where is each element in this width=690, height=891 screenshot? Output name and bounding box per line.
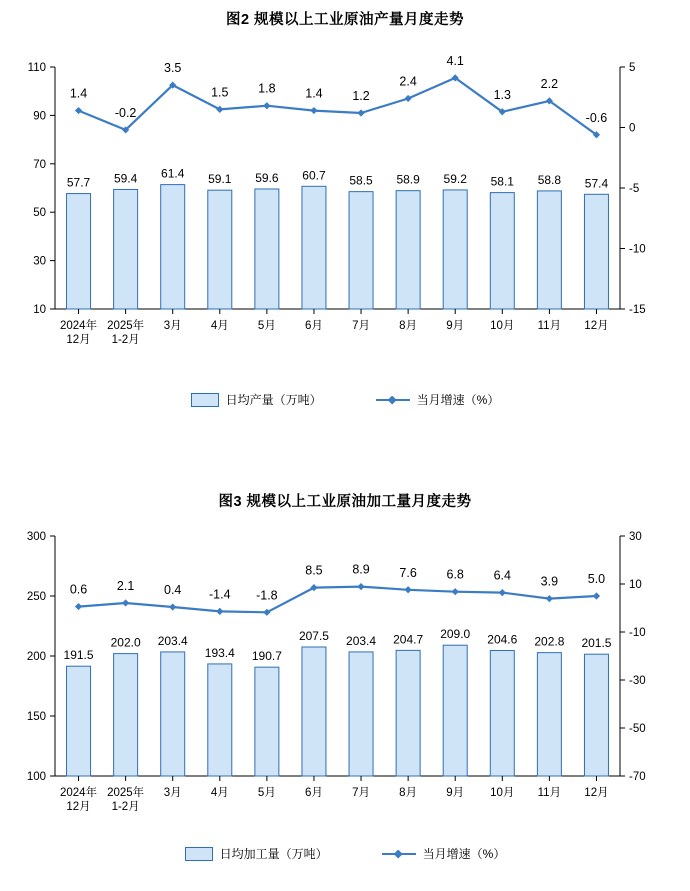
growth-marker bbox=[75, 603, 82, 610]
figure-3-plot bbox=[0, 511, 690, 841]
growth-line bbox=[79, 78, 597, 135]
bar-value-label: 209.0 bbox=[440, 627, 471, 642]
legend-line-swatch bbox=[376, 394, 410, 406]
left-axis-tick-label: 200 bbox=[26, 651, 46, 663]
right-axis-tick-label: 5 bbox=[629, 62, 636, 74]
plot-area bbox=[27, 531, 646, 813]
bar-value-label: 190.7 bbox=[251, 649, 282, 664]
figure-3 bbox=[0, 430, 690, 870]
growth-value-label: 2.4 bbox=[399, 74, 417, 89]
growth-value-label: 6.4 bbox=[493, 568, 511, 583]
legend-bar-label: 日均产量（万吨） bbox=[225, 393, 322, 407]
bar bbox=[396, 650, 420, 776]
bar-value-label: 59.6 bbox=[255, 170, 279, 185]
bar bbox=[349, 192, 373, 309]
legend-bar-label: 日均加工量（万吨） bbox=[219, 847, 328, 861]
right-axis-tick-label: 30 bbox=[629, 531, 642, 543]
bar-value-label: 207.5 bbox=[298, 629, 329, 643]
x-axis-category-label: 9月 bbox=[446, 320, 465, 332]
growth-value-label: 1.8 bbox=[258, 81, 276, 96]
growth-value-label: 0.6 bbox=[69, 582, 88, 597]
bar bbox=[349, 652, 373, 776]
legend-line-label: 当月增速（%） bbox=[416, 393, 500, 407]
figure-2 bbox=[0, 0, 690, 430]
bar-value-label: 57.4 bbox=[584, 176, 609, 191]
bar-value-label: 57.7 bbox=[66, 175, 91, 190]
growth-value-label: 1.3 bbox=[493, 87, 511, 102]
legend-item-bar bbox=[191, 391, 322, 408]
left-axis-tick-label: 110 bbox=[27, 62, 46, 74]
bar-value-label: 59.2 bbox=[443, 171, 467, 186]
bar-value-label: 59.1 bbox=[208, 172, 232, 187]
left-axis-tick-label: 30 bbox=[33, 255, 46, 268]
right-axis-tick-label: -70 bbox=[629, 771, 646, 783]
right-axis-tick-label: -50 bbox=[629, 723, 646, 735]
growth-value-label: -0.2 bbox=[114, 105, 137, 120]
bar bbox=[443, 190, 467, 309]
bar bbox=[490, 650, 514, 776]
left-axis-tick-label: 90 bbox=[33, 110, 46, 123]
x-axis-category-label: 3月 bbox=[163, 320, 182, 332]
growth-marker bbox=[546, 595, 553, 602]
bar bbox=[584, 654, 608, 776]
growth-marker bbox=[357, 109, 364, 116]
left-axis-tick-label: 70 bbox=[33, 158, 46, 171]
x-axis-category-label: 5月 bbox=[257, 320, 276, 332]
left-axis-tick-label: 250 bbox=[26, 591, 46, 603]
bar-value-label: 59.4 bbox=[113, 171, 138, 186]
x-axis-category-label: 6月 bbox=[305, 320, 323, 332]
left-axis-tick-label: 10 bbox=[33, 304, 46, 316]
figure-2-title: 图2 规模以上工业原油产量月度走势 bbox=[225, 12, 465, 28]
bar-value-label: 61.4 bbox=[161, 166, 185, 181]
left-axis-tick-label: 150 bbox=[26, 711, 46, 723]
growth-value-label: 8.9 bbox=[352, 562, 370, 577]
x-axis-category-label: 7月 bbox=[352, 787, 370, 799]
bar bbox=[114, 654, 138, 776]
x-axis-category-label: 2024年 bbox=[59, 787, 98, 799]
bar-value-label: 58.8 bbox=[537, 172, 562, 187]
growth-marker bbox=[216, 608, 223, 615]
growth-value-label: -0.6 bbox=[585, 110, 608, 125]
figure-3-legend bbox=[0, 845, 690, 862]
growth-marker bbox=[405, 586, 412, 593]
bar bbox=[490, 193, 514, 309]
growth-marker bbox=[405, 95, 412, 102]
right-axis-tick-label: -30 bbox=[629, 675, 646, 687]
figure-3-canvas bbox=[0, 511, 690, 841]
bar-value-label: 204.6 bbox=[487, 632, 518, 647]
left-axis-tick-label: 100 bbox=[26, 771, 46, 783]
growth-marker bbox=[75, 107, 82, 114]
legend-item-line bbox=[376, 391, 500, 408]
x-axis-category-label: 12月 bbox=[584, 320, 609, 332]
right-axis-tick-label: -10 bbox=[629, 243, 646, 256]
growth-value-label: 1.4 bbox=[305, 86, 323, 101]
bar-value-label: 201.5 bbox=[581, 636, 612, 651]
growth-value-label: 7.6 bbox=[399, 565, 417, 580]
growth-value-label: 1.2 bbox=[352, 88, 370, 103]
x-axis-category-label: 2025年 bbox=[107, 320, 145, 332]
x-axis-category-label: 2024年 bbox=[59, 320, 98, 332]
bar bbox=[208, 190, 232, 309]
x-axis-category-label: 7月 bbox=[352, 320, 370, 332]
x-axis-category-label: 12月 bbox=[584, 787, 609, 799]
x-axis-category-label: 1-2月 bbox=[111, 334, 140, 346]
bar-value-label: 60.7 bbox=[302, 168, 326, 183]
x-axis-category-label: 12月 bbox=[66, 334, 91, 346]
bar-value-label: 193.4 bbox=[204, 645, 235, 660]
growth-marker bbox=[122, 599, 129, 606]
right-axis-tick-label: -15 bbox=[629, 304, 646, 316]
bar bbox=[161, 652, 185, 776]
growth-value-label: -1.8 bbox=[256, 588, 278, 603]
growth-marker bbox=[310, 107, 317, 114]
x-axis-category-label: 4月 bbox=[210, 320, 229, 332]
right-axis-tick-label: 10 bbox=[629, 579, 642, 591]
bar-value-label: 203.4 bbox=[346, 633, 377, 648]
bar bbox=[584, 194, 608, 309]
growth-marker bbox=[452, 588, 459, 595]
bar bbox=[302, 186, 326, 309]
bar bbox=[255, 667, 279, 776]
growth-value-label: 5.0 bbox=[587, 572, 606, 586]
x-axis-category-label: 11月 bbox=[537, 320, 562, 332]
growth-value-label: 2.1 bbox=[116, 578, 135, 593]
x-axis-category-label: 10月 bbox=[490, 320, 515, 332]
right-axis-tick-label: -5 bbox=[629, 183, 640, 195]
left-axis-tick-label: 50 bbox=[33, 207, 46, 220]
right-axis-tick-label: -10 bbox=[629, 627, 646, 639]
bar bbox=[537, 653, 561, 776]
bar bbox=[208, 664, 232, 776]
growth-value-label: 1.5 bbox=[211, 85, 229, 100]
plot-area bbox=[28, 54, 646, 346]
x-axis-category-label: 5月 bbox=[257, 787, 276, 799]
growth-marker bbox=[169, 603, 176, 610]
growth-value-label: 1.4 bbox=[69, 86, 88, 101]
legend-bar-swatch bbox=[191, 393, 219, 407]
figure-2-canvas bbox=[0, 29, 690, 389]
growth-marker bbox=[357, 583, 364, 590]
x-axis-category-label: 10月 bbox=[490, 787, 515, 799]
bar-value-label: 202.8 bbox=[534, 634, 565, 649]
x-axis-category-label: 8月 bbox=[399, 320, 418, 332]
growth-value-label: 2.2 bbox=[540, 76, 559, 91]
bar bbox=[537, 191, 561, 309]
growth-marker bbox=[499, 589, 506, 596]
x-axis-category-label: 4月 bbox=[210, 787, 229, 799]
growth-value-label: 3.5 bbox=[164, 61, 182, 76]
growth-marker bbox=[263, 102, 270, 109]
growth-value-label: 4.1 bbox=[446, 53, 464, 68]
legend-bar-swatch bbox=[185, 847, 213, 861]
legend-item-bar bbox=[185, 845, 328, 862]
x-axis-category-label: 6月 bbox=[305, 787, 323, 799]
bar bbox=[67, 666, 91, 776]
bar bbox=[443, 645, 467, 776]
growth-value-label: -1.4 bbox=[209, 587, 231, 602]
bar bbox=[114, 189, 138, 309]
x-axis-category-label: 2025年 bbox=[107, 787, 145, 799]
bar bbox=[396, 191, 420, 309]
figure-2-plot bbox=[0, 29, 690, 389]
figure-3-title: 图3 规模以上工业原油加工量月度走势 bbox=[218, 494, 472, 510]
bar-value-label: 203.4 bbox=[157, 633, 188, 648]
growth-line bbox=[79, 587, 597, 613]
growth-marker bbox=[593, 592, 600, 599]
bar-value-label: 58.1 bbox=[490, 174, 514, 189]
x-axis-category-label: 3月 bbox=[163, 787, 182, 799]
bar bbox=[302, 647, 326, 776]
left-axis-tick-label: 300 bbox=[26, 531, 46, 543]
bar bbox=[161, 185, 185, 309]
x-axis-category-label: 9月 bbox=[446, 787, 465, 799]
growth-value-label: 3.9 bbox=[540, 574, 559, 589]
x-axis-category-label: 11月 bbox=[537, 787, 562, 799]
growth-value-label: 6.8 bbox=[446, 567, 464, 582]
growth-value-label: 8.5 bbox=[305, 563, 323, 578]
growth-value-label: 0.4 bbox=[164, 583, 182, 598]
bar-value-label: 204.7 bbox=[393, 632, 424, 647]
x-axis-category-label: 8月 bbox=[399, 787, 418, 799]
figure-2-legend bbox=[0, 391, 690, 408]
bar bbox=[255, 189, 279, 309]
legend-line-swatch bbox=[382, 848, 416, 860]
growth-marker bbox=[216, 106, 223, 113]
bar bbox=[67, 194, 91, 309]
x-axis-category-label: 1-2月 bbox=[111, 801, 140, 813]
right-axis-tick-label: 0 bbox=[629, 122, 636, 135]
bar-value-label: 191.5 bbox=[63, 648, 94, 663]
bar-value-label: 202.0 bbox=[110, 635, 141, 650]
legend-line-label: 当月增速（%） bbox=[422, 847, 506, 861]
legend-item-line bbox=[382, 845, 506, 862]
bar-value-label: 58.9 bbox=[396, 172, 420, 187]
bar-value-label: 58.5 bbox=[349, 173, 373, 188]
x-axis-category-label: 12月 bbox=[66, 801, 91, 813]
